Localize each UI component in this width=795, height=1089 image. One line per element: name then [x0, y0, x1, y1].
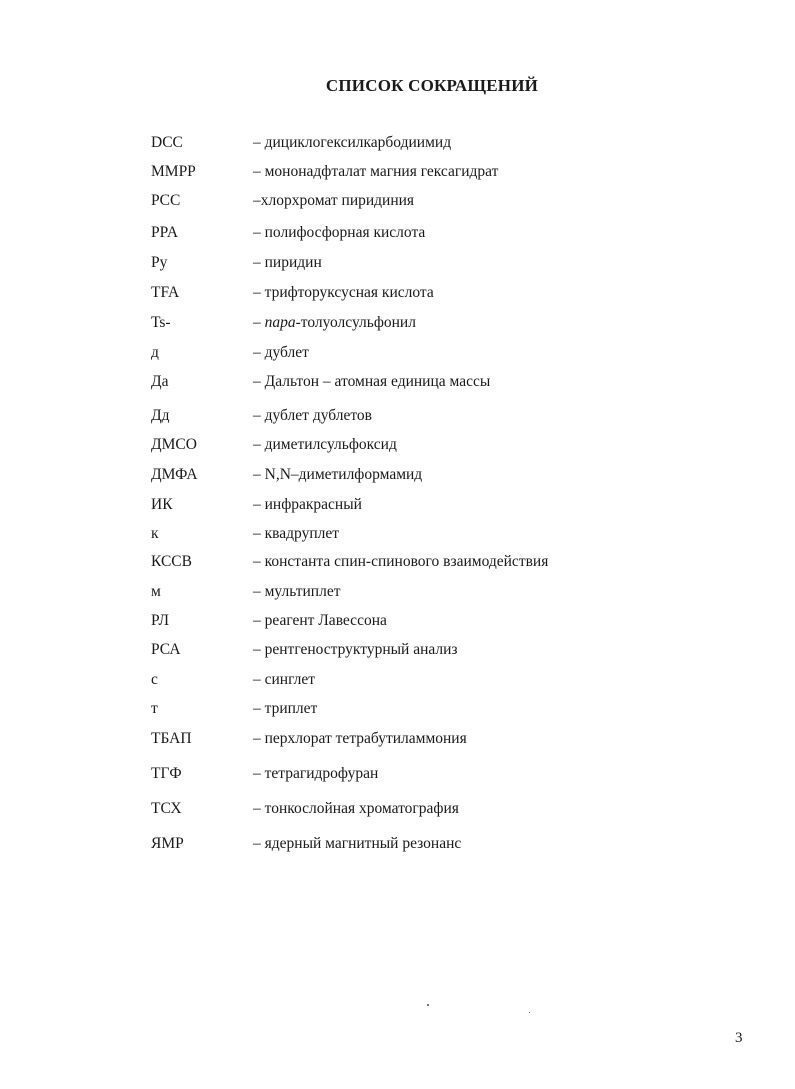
abbreviation-definition: – мультиплет: [253, 583, 341, 600]
abbreviation-row: [0, 610, 795, 632]
abbreviation-row: [0, 312, 795, 334]
abbreviation-definition: – дициклогексилкарбодиимид: [253, 134, 452, 151]
abbreviation-definition: – N,N–диметилформамид: [253, 466, 423, 483]
abbreviation-definition: – пиридин: [253, 254, 322, 271]
abbreviation-term: д: [151, 344, 159, 361]
abbreviation-term: м: [151, 583, 161, 600]
page-number: 3: [735, 1030, 743, 1046]
definition-italic-part: пара: [264, 314, 296, 331]
scan-speck: [427, 1004, 429, 1006]
definition-rest: -толуолсульфонил: [295, 314, 416, 331]
abbreviation-definition: – диметилсульфоксид: [253, 436, 397, 453]
abbreviation-definition: – перхлорат тетрабутиламмония: [253, 730, 467, 747]
abbreviation-definition: – тетрагидрофуран: [253, 765, 379, 782]
abbreviation-row: [0, 728, 795, 750]
abbreviation-row: [0, 698, 795, 720]
abbreviation-term: TFA: [151, 284, 180, 301]
abbreviation-row: [0, 464, 795, 486]
abbreviation-definition: – тонкослойная хроматография: [253, 800, 459, 817]
abbreviation-term: Да: [151, 373, 169, 390]
abbreviation-row: [0, 551, 795, 573]
abbreviation-row: [0, 282, 795, 304]
abbreviation-definition: [253, 312, 416, 334]
abbreviation-definition: – Дальтон – атомная единица массы: [253, 373, 491, 390]
abbreviation-row: [0, 434, 795, 456]
abbreviation-term: Py: [151, 254, 168, 271]
abbreviation-term: ТБАП: [151, 730, 192, 747]
abbreviation-term: ДМСО: [151, 436, 197, 453]
abbreviation-row: [0, 833, 795, 855]
abbreviation-definition: – синглет: [253, 671, 316, 688]
abbreviation-row: [0, 190, 795, 212]
abbreviation-term: ЯМР: [151, 835, 184, 852]
abbreviation-definition: – мононадфталат магния гексагидрат: [253, 163, 499, 180]
abbreviation-row: [0, 763, 795, 785]
abbreviation-term: MMPP: [151, 163, 196, 180]
abbreviation-term: РЛ: [151, 612, 169, 629]
abbreviation-row: [0, 798, 795, 820]
abbreviation-term: ТСХ: [151, 800, 182, 817]
abbreviation-term: ТГФ: [151, 765, 182, 782]
abbreviation-definition: – инфракрасный: [253, 496, 362, 513]
abbreviation-term: т: [151, 700, 158, 717]
abbreviation-term: РСА: [151, 641, 181, 658]
abbreviation-term: DCC: [151, 134, 183, 151]
abbreviation-definition: – полифосфорная кислота: [253, 224, 426, 241]
abbreviation-definition: – рентгеноструктурный анализ: [253, 641, 458, 658]
abbreviation-row: [0, 494, 795, 516]
page-title: СПИСОК СОКРАЩЕНИЙ: [325, 76, 539, 95]
abbreviation-definition: – триплет: [253, 700, 318, 717]
abbreviation-definition: – трифторуксусная кислота: [253, 284, 434, 301]
abbreviation-term: Дд: [151, 407, 170, 424]
definition-prefix: –: [253, 314, 265, 331]
abbreviation-definition: – реагент Лавессона: [253, 612, 387, 629]
abbreviation-row: [0, 342, 795, 364]
abbreviation-row: [0, 371, 795, 393]
abbreviation-row: [0, 132, 795, 154]
abbreviation-term: ДМФА: [151, 466, 198, 483]
abbreviation-term: к: [151, 525, 159, 542]
scan-speck: [529, 1012, 530, 1013]
abbreviation-term: Ts-: [151, 314, 171, 331]
abbreviation-row: [0, 639, 795, 661]
abbreviation-row: [0, 523, 795, 545]
abbreviation-definition: – ядерный магнитный резонанс: [253, 835, 462, 852]
abbreviation-definition: –хлорхромат пиридиния: [253, 192, 415, 209]
abbreviation-definition: – константа спин-спинового взаимодействия: [253, 553, 549, 570]
abbreviation-definition: – дублет дублетов: [253, 407, 373, 424]
abbreviation-term: КССВ: [151, 553, 192, 570]
abbreviation-row: [0, 581, 795, 603]
abbreviation-definition: – квадруплет: [253, 525, 340, 542]
abbreviation-term: PPA: [151, 224, 179, 241]
abbreviation-row: [0, 252, 795, 274]
abbreviation-term: ИК: [151, 496, 173, 513]
abbreviation-term: с: [151, 671, 158, 688]
abbreviation-term: PCC: [151, 192, 181, 209]
abbreviation-row: [0, 405, 795, 427]
abbreviation-definition: – дублет: [253, 344, 309, 361]
abbreviation-row: [0, 669, 795, 691]
abbreviation-row: [0, 222, 795, 244]
abbreviation-row: [0, 161, 795, 183]
